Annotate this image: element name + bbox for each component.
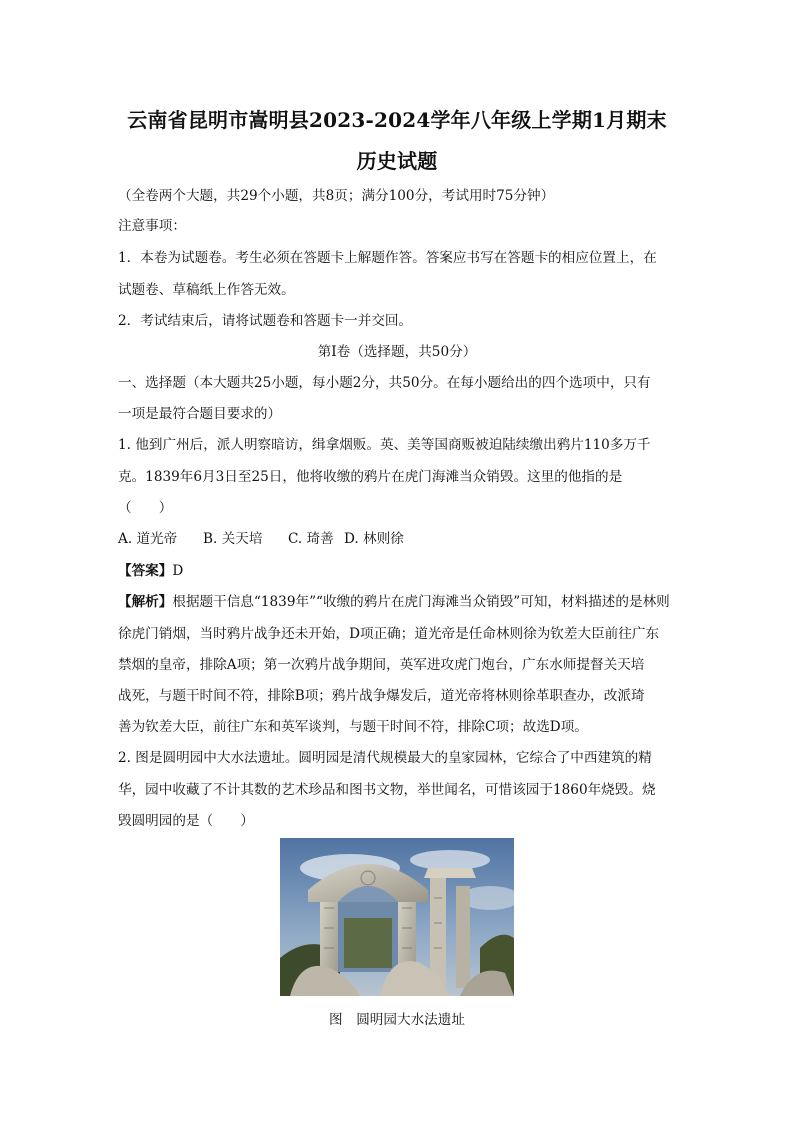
question-1-options: [118, 529, 678, 549]
option-b: B. 关天培: [203, 531, 263, 547]
notice-2: 2．考试结束后，请将试题卷和答题卡一并交回。: [118, 313, 413, 329]
analysis-line1: [118, 592, 678, 612]
question-1-answer: [118, 561, 678, 581]
analysis-line5: 善为钦差大臣，前往广东和英军谈判，与题干时间不符，排除C项；故选D项。: [118, 719, 588, 735]
volume-title: 第Ⅰ卷（选择题，共50分）: [317, 344, 477, 360]
photo-caption: 图 圆明园大水法遗址: [329, 1012, 465, 1028]
yuanmingyuan-ruins-photo: [280, 838, 514, 996]
option-c: C. 琦善: [288, 531, 334, 547]
notice-1-line2: 试题卷、草稿纸上作答无效。: [118, 282, 295, 298]
analysis-line4: 战死，与题干时间不符，排除B项；鸦片战争爆发后，道光帝将林则徐革职查办，改派琦: [118, 688, 645, 704]
question-1-line1: 1. 他到广州后，派人明察暗访，缉拿烟贩。英、美等国商贩被迫陆续缴出鸦片110多万千: [118, 437, 651, 453]
part1-heading-line2: 一项是最符合题目要求的）: [118, 406, 282, 422]
analysis-line3: 禁烟的皇帝，排除A项；第一次鸦片战争期间，英军进攻虎门炮台，广东水师提督关天培: [118, 657, 645, 673]
option-d: D. 林则徐: [344, 531, 404, 547]
question-2-line2: 华，园中收藏了不计其数的艺术珍品和图书文物，举世闻名，可惜该园于1860年烧毁。烧: [118, 782, 656, 798]
part1-heading-line1: 一、选择题（本大题共25小题，每小题2分，共50分。在每小题给出的四个选项中，只有: [118, 375, 651, 391]
question-2-line1: 2. 图是圆明园中大水法遗址。圆明园是清代规模最大的皇家园林，它综合了中西建筑的精: [118, 750, 652, 766]
exam-title-line2: 历史试题: [356, 149, 438, 173]
analysis-label: 【解析】: [118, 594, 173, 610]
question-1-line2: 克。1839年6月3日至25日，他将收缴的鸦片在虎门海滩当众销毁。这里的他指的是: [118, 469, 623, 485]
exam-note: （全卷两个大题，共29个小题，共8页；满分100分，考试用时75分钟）: [118, 188, 555, 204]
question-1-line3: （ ）: [118, 500, 173, 516]
exam-title-line1: 云南省昆明市嵩明县2023-2024学年八年级上学期1月期末: [127, 108, 667, 132]
notice-1-line1: 1．本卷为试题卷。考生必须在答题卡上解题作答。答案应书写在答题卡的相应位置上，在: [118, 250, 657, 266]
analysis-line2: 徐虎门销烟，当时鸦片战争还未开始，D项正确；道光帝是任命林则徐为钦差大臣前往广东: [118, 626, 660, 642]
option-a: A. 道光帝: [118, 531, 178, 547]
notice-heading: 注意事项：: [118, 218, 186, 234]
answer-value: D: [172, 563, 184, 579]
question-2-line3: 毁圆明园的是（ ）: [118, 813, 254, 829]
answer-label: 【答案】: [118, 563, 173, 579]
analysis-text-1: 根据题干信息“1839年”“收缴的鸦片在虎门海滩当众销毁”可知，材料描述的是林则: [172, 594, 670, 610]
